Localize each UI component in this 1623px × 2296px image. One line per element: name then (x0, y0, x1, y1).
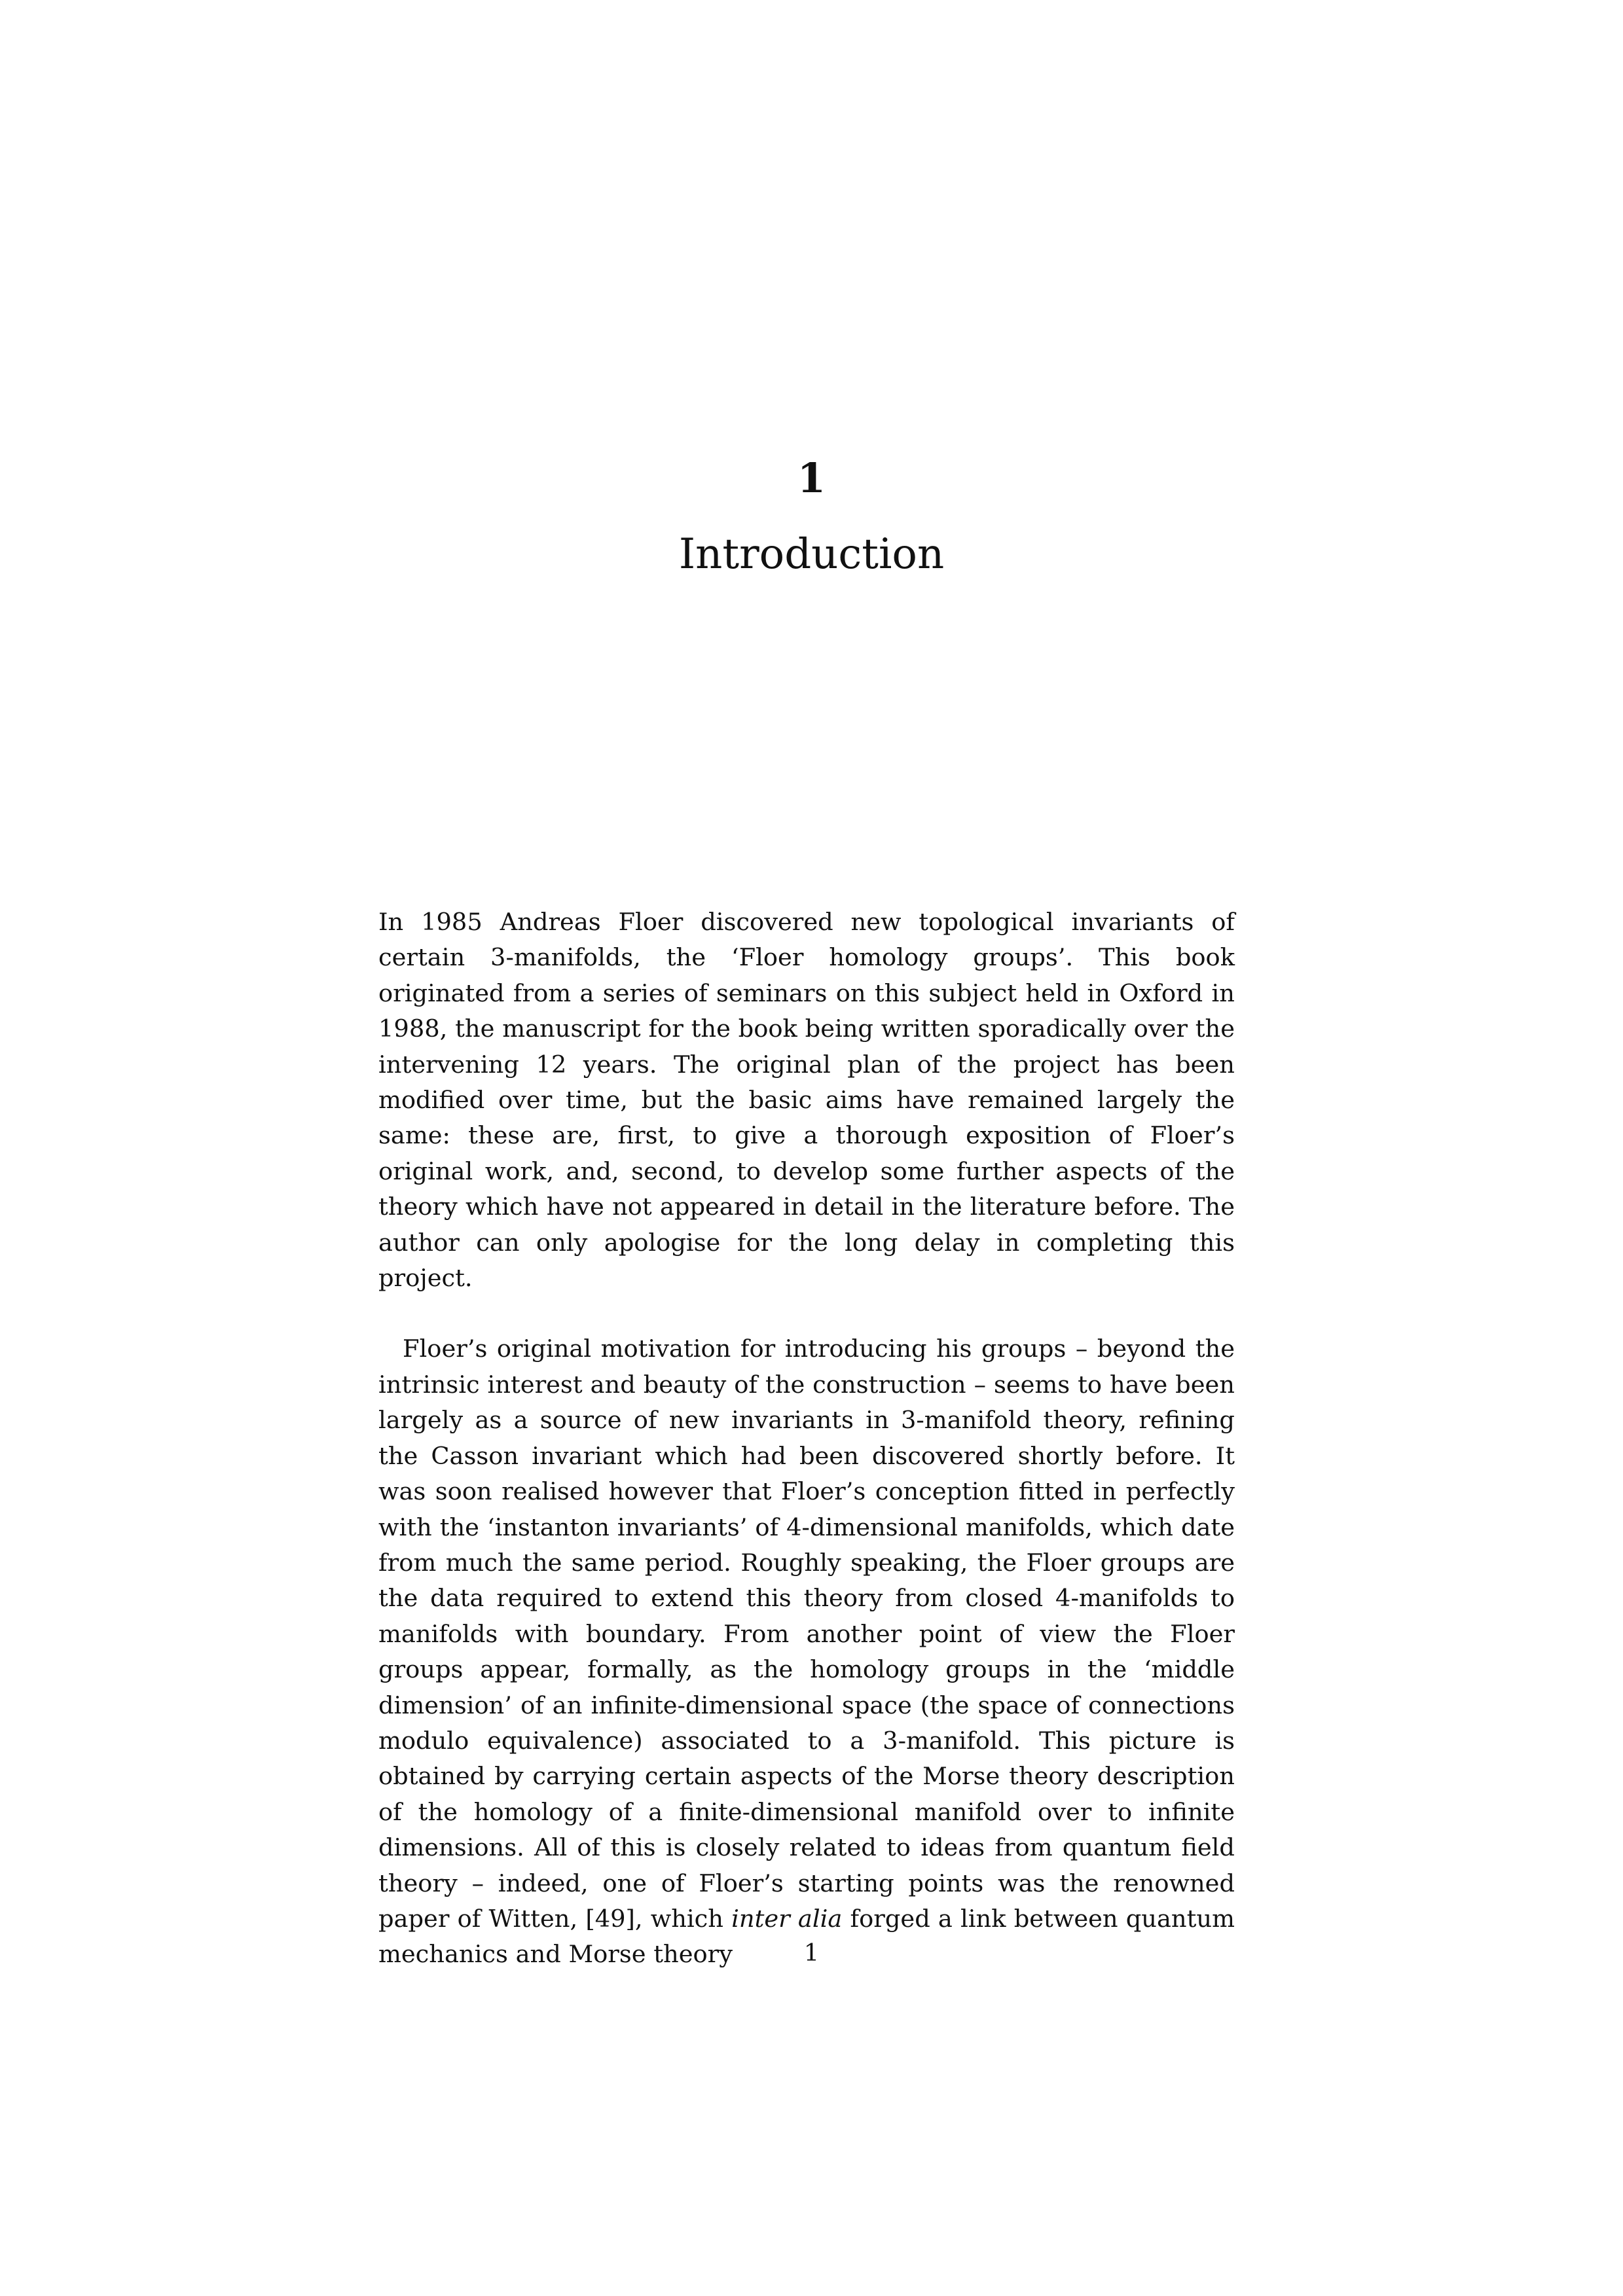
paragraph-2-italic-phrase: inter alia (731, 1904, 843, 1933)
paragraph-2-text: Floer’s original motivation for introducing his groups – beyond the intrinsic interest and beauty of the construction – seems to have been largely as a source of new invariants in 3-manifold theory, refining the Casson invariant which had been discovered shortly before. It was soon realised however that Floer’s conception fitted in perfectly with the ‘instanton invariants’ of 4-dimensional manifolds, which date from much the same period. Roughly speaking, the Floer groups are the data required to extend this theory from closed 4-manifolds to manifolds with boundary. From another point of view the Floer groups appear, formally, as the homology groups in the ‘middle dimension’ of an infinite-dimensional space (the space of connections modulo equivalence) associated to a 3-manifold. This picture is obtained by carrying certain aspects of the Morse theory description of the homology of a finite-dimensional manifold over to infinite dimensions. All of this is closely related to ideas from quantum field theory – indeed, one of Floer’s starting points was the renowned paper of Witten, [49], which (378, 1335, 1235, 1933)
chapter-number: 1 (797, 454, 826, 502)
chapter-body (378, 905, 1235, 1973)
chapter-title: Introduction (678, 530, 945, 579)
page-number: 1 (803, 1939, 820, 1967)
paragraph-2-text-end: forged a link between quantum mechanics and Morse theory (378, 1904, 1235, 1969)
paragraph-1: In 1985 Andreas Floer discovered new topological invariants of certain 3-manifolds, the ‘Floer homology groups’. This book originated from a series of seminars on this subject held in Oxford in 1988, the manuscript for the book being written sporadically over the intervening 12 years. The original plan of the project has been modified over time, but the basic aims have remained largely the same: these are, first, to give a thorough exposition of Floer’s original work, and, second, to develop some further aspects of the theory which have not appeared in detail in the literature before. The author can only apologise for the long delay in completing this project. (378, 908, 1235, 1293)
paragraph-2 (378, 1331, 1235, 1972)
